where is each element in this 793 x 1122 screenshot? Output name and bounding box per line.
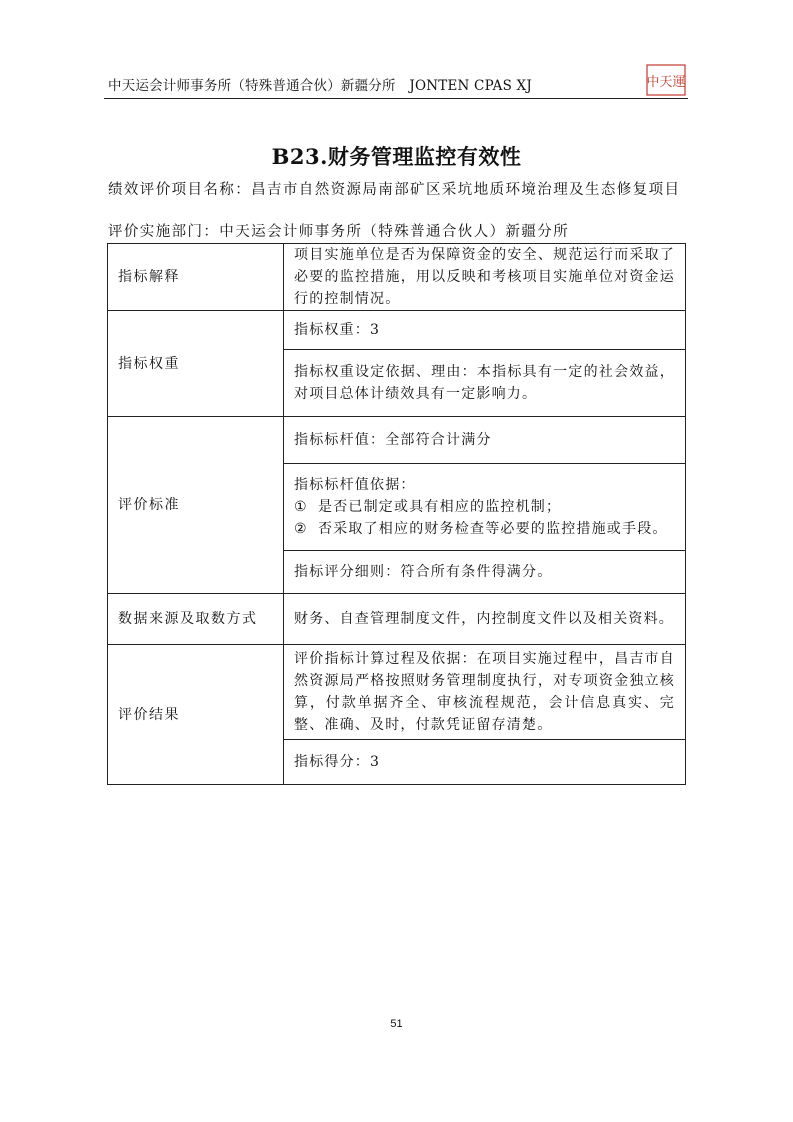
source-text: 财务、自查管理制度文件，内控制度文件以及相关资料。 [284, 594, 686, 645]
benchmark-basis-title: 指标标杆值依据： [294, 477, 416, 493]
project-name-line: 绩效评价项目名称：昌吉市自然资源局南部矿区采坑地质环境治理及生态修复项目 [108, 182, 681, 198]
header-rule [104, 98, 688, 99]
source-label: 数据来源及取数方式 [108, 594, 284, 645]
table-row [108, 645, 686, 740]
benchmark-value: 指标标杆值：全部符合计满分 [284, 417, 686, 464]
indicator-table [107, 243, 686, 785]
firm-logo [646, 64, 686, 96]
benchmark-basis [284, 464, 686, 551]
list-item [294, 518, 675, 540]
explain-text: 项目实施单位是否为保障资金的安全、规范运行而采取了必要的监控措施，用以反映和考核项目实施单位对资金运行的控制情况。 [284, 244, 686, 311]
table-row [108, 311, 686, 350]
section-title: B23.财务管理监控有效性 [271, 144, 522, 169]
list-item-text: 否采取了相应的财务检查等必要的监控措施或手段。 [318, 521, 668, 537]
table-row [108, 244, 686, 311]
weight-value: 指标权重：3 [284, 311, 686, 350]
list-item-number: ② [294, 521, 308, 537]
page-number: 51 [390, 1018, 403, 1030]
weight-basis: 指标权重设定依据、理由：本指标具有一定的社会效益，对项目总体计绩效具有一定影响力。 [284, 350, 686, 417]
explain-label: 指标解释 [108, 244, 284, 311]
table-row [108, 594, 686, 645]
standard-label: 评价标准 [108, 417, 284, 594]
table-row [108, 417, 686, 464]
page-header: 中天运会计师事务所（特殊普通合伙）新疆分所 JONTEN CPAS XJ [108, 78, 532, 94]
svg-text:中天運: 中天運 [646, 75, 686, 90]
result-text: 评价指标计算过程及依据：在项目实施过程中，昌吉市自然资源局严格按照财务管理制度执行，对专项资金独立核算，付款单据齐全、审核流程规范，会计信息真实、完整、准确、及时，付款凭证留存清楚。 [284, 645, 686, 740]
department-line: 评价实施部门：中天运会计师事务所（特殊普通合伙人）新疆分所 [108, 224, 570, 240]
list-item-text: 是否已制定或具有相应的监控机制； [318, 499, 562, 515]
list-item [294, 496, 675, 518]
scoring-rule: 指标评分细则：符合所有条件得满分。 [284, 551, 686, 594]
weight-label: 指标权重 [108, 311, 284, 417]
list-item-number: ① [294, 499, 308, 515]
result-label: 评价结果 [108, 645, 284, 785]
score-text: 指标得分：3 [284, 740, 686, 785]
